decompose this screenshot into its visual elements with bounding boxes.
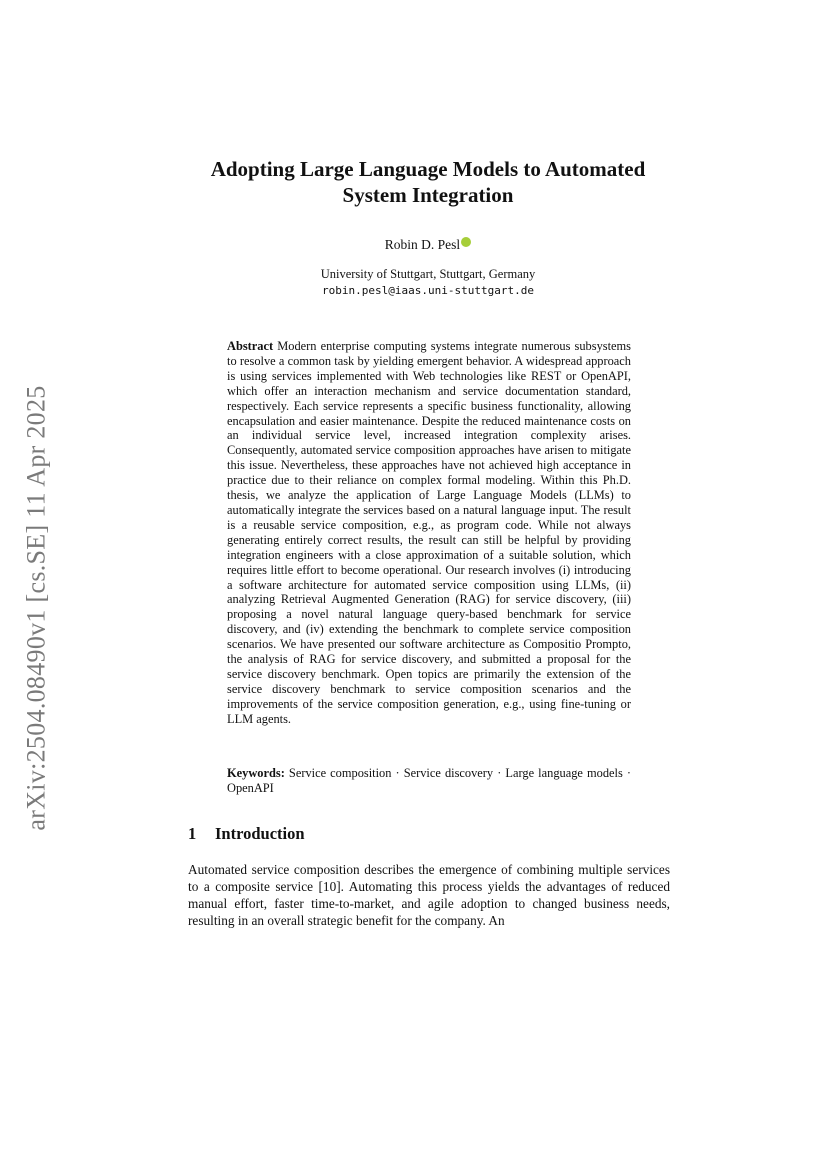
- section-number: 1: [188, 824, 197, 843]
- abstract-section: [227, 339, 631, 727]
- section-heading-introduction: [188, 823, 305, 845]
- introduction-body: [188, 861, 670, 929]
- arxiv-identifier-text: arXiv:2504.08490v1 [cs.SE] 11 Apr 2025: [22, 385, 51, 831]
- author-email[interactable]: robin.pesl@iaas.uni-stuttgart.de: [322, 284, 534, 297]
- paper-title: [150, 156, 706, 208]
- keywords-label: Keywords:: [227, 766, 285, 780]
- abstract-paragraph: [227, 339, 631, 727]
- author-affiliation: University of Stuttgart, Stuttgart, Germany: [320, 267, 536, 281]
- abstract-label: Abstract: [227, 339, 274, 353]
- abstract-text: Modern enterprise computing systems integrate numerous subsystems to resolve a common task by yielding emergent behavior. A widespread approach is using services implemented with Web technologies like REST or OpenAPI, which offer an interaction mechanism and service documentation standard, respectively. Each service represents a specific business functionality, allowing encapsulation and easier maintenance. Despite the reduced maintenance costs on an individual service level, increased integration complexity arises. Consequently, automated service composition approaches have arisen to mitigate this issue. Nevertheless, these approaches have not achieved high acceptance in practice due to their reliance on complex formal modeling. Within this Ph.D. thesis, we analyze the application of Large Language Models (LLMs) to automatically integrate the services based on a natural language input. The result is a reusable service composition, e.g., as program code. While not always generating entirely correct results, the result can still be helpful by providing integration engineers with a close approximation of a suitable solution, which requires little effort to become operational. Our research involves (i) introducing a software architecture for automated service composition using LLMs, (ii) analyzing Retrieval Augmented Generation (RAG) for service discovery, (iii) proposing a novel natural language query-based benchmark for service discovery, and (iv) extending the benchmark to complete service composition scenarios. We have presented our software architecture as Compositio Prompto, the analysis of RAG for service discovery, and submitted a proposal for the service discovery benchmark. Open topics are primarily the extension of the service discovery benchmark to service composition scenarios and the improvements of the service composition generation, e.g., using fine-tuning or LLM agents.: [227, 339, 631, 726]
- section-title: Introduction: [215, 824, 305, 843]
- introduction-paragraph: Automated service composition describes the emergence of combining multiple services to a composite service [10]. Automating this process yields the advantages of reduced manual effort, faster time-to-market, and agile adoption to changed business needs, resulting in an overall strategic benefit for the company. An: [188, 862, 670, 928]
- author-block: [150, 236, 706, 254]
- keywords-section: [227, 766, 631, 796]
- paper-title-line-2: System Integration: [342, 183, 514, 207]
- author-name: Robin D. Pesl: [384, 237, 461, 252]
- paper-title-line-1: Adopting Large Language Models to Automated: [210, 157, 646, 181]
- orcid-icon[interactable]: [461, 237, 471, 247]
- arxiv-identifier-stamp: [22, 368, 52, 848]
- keywords-text: Service composition · Service discovery · Large language models · OpenAPI: [227, 766, 631, 795]
